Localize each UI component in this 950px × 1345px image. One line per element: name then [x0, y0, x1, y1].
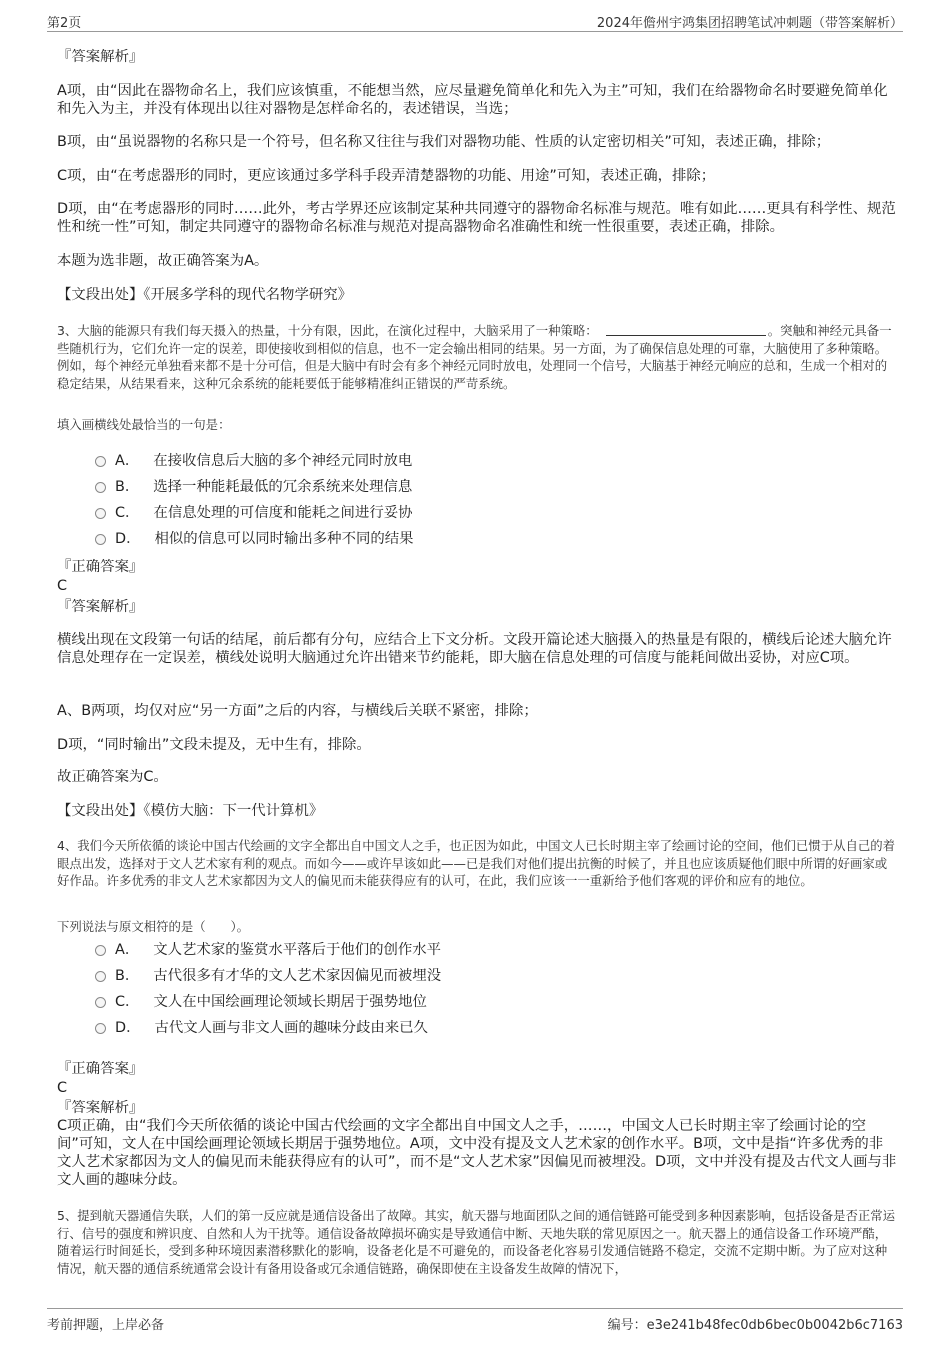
- radio-icon[interactable]: [95, 534, 106, 545]
- q3-answer: C: [57, 578, 68, 594]
- q4-option-c[interactable]: C． 文人在中国绘画理论领域长期居于强势地位: [95, 993, 427, 1011]
- footer-code: 编号：e3e241b48fec0db6bec0b0042b6c7163: [607, 1318, 903, 1333]
- page-header: [47, 10, 903, 32]
- q4-stem: 4、我们今天所依循的谈论中国古代绘画的文字全都出自中国文人之手，也正因为如此，中国文人已长时期主宰了绘画讨论的空间，他们已惯于从自己的着眼点出发，选择对于文人艺术家有利的观点。而如今——或许早该如此——已是我们对他们提出抗衡的时候了，并且也应该质疑他们眼中所谓的好画家或好作品。许多优秀的非文人艺术家都因为文人的偏见而未能获得应有的认可，在此，我们应该一一重新给予他们客观的评价和应有的地位。: [57, 838, 896, 888]
- q4-prompt: 下列说法与原文相符的是（ ）。: [57, 919, 250, 934]
- radio-icon[interactable]: [95, 945, 106, 956]
- radio-icon[interactable]: [95, 456, 106, 467]
- q4-answer-label: 『正确答案』: [57, 1061, 144, 1077]
- document-title: 2024年儋州宇鸿集团招聘笔试冲刺题（带答案解析）: [596, 16, 903, 31]
- q3-source: 【文段出处】《模仿大脑：下一代计算机》: [57, 803, 324, 819]
- q2-analysis-b: B项，由“虽说器物的名称只是一个符号，但名称又往往与我们对器物功能、性质的认定密切相关”可知，表述正确，排除；: [57, 134, 831, 150]
- q3-analysis-1: 横线出现在文段第一句话的结尾，前后都有分句，应结合上下文分析。文段开篇论述大脑摄入的热量是有限的，横线后论述大脑允许信息处理存在一定误差，横线处说明大脑通过允许出错来节约能耗，即大脑在信息处理的可信度与能耗间做出妥协，对应C项。: [57, 632, 892, 666]
- q3-conclusion: 故正确答案为C。: [57, 769, 168, 785]
- footer-slogan: 考前押题，上岸必备: [47, 1318, 165, 1333]
- q3-option-b[interactable]: B． 选择一种能耗最低的冗余系统来处理信息: [95, 478, 412, 496]
- q2-analysis-label: 『答案解析』: [57, 49, 144, 65]
- q2-source: 【文段出处】《开展多学科的现代名物学研究》: [57, 287, 353, 303]
- q3-option-a[interactable]: A． 在接收信息后大脑的多个神经元同时放电: [95, 452, 412, 470]
- page-footer: [47, 1308, 903, 1332]
- q3-option-d[interactable]: D． 相似的信息可以同时输出多种不同的结果: [95, 530, 414, 548]
- q2-analysis-a: A项，由“因此在器物命名上，我们应该慎重，不能想当然，应尽量避免简单化和先入为主”可知，我们在给器物命名时要避免简单化和先入为主，并没有体现出以往对器物是怎样命名的，表述错误，当选；: [57, 83, 888, 117]
- q3-analysis-label: 『答案解析』: [57, 599, 144, 615]
- radio-icon[interactable]: [95, 482, 106, 493]
- q4-analysis-label: 『答案解析』: [57, 1100, 144, 1116]
- q4-answer: C: [57, 1080, 68, 1096]
- q4-option-b[interactable]: B． 古代很多有才华的文人艺术家因偏见而被埋没: [95, 967, 441, 985]
- radio-icon[interactable]: [95, 997, 106, 1008]
- q3-prompt: 填入画横线处最恰当的一句是：: [57, 417, 231, 432]
- q4-analysis: C项正确，由“我们今天所依循的谈论中国古代绘画的文字全都出自中国文人之手，……，中国文人已长时期主宰了绘画讨论的空间”可知，文人在中国绘画理论领域长期居于强势地位。A项，文中没有提及文人艺术家的创作水平。B项，文中是指“许多优秀的非文人艺术家都因为文人的偏见而未能获得应有的认可”，而不是“文人艺术家”因偏见而被埋没。D项，文中并没有提及古代文人画与非文人画的趣味分歧。: [57, 1118, 897, 1188]
- answer-blank: [606, 324, 766, 336]
- q3-stem-before: 3、大脑的能源只有我们每天摄入的热量，十分有限，因此，在演化过程中，大脑采用了一种策略：: [57, 323, 598, 338]
- q5-stem: 5、提到航天器通信失联，人们的第一反应就是通信设备出了故障。其实，航天器与地面团队之间的通信链路可能受到多种因素影响，包括设备是否正常运行、信号的强度和辨识度、自然和人为干扰等。通信设备故障损坏确实是导致通信中断、天地失联的常见原因之一。航天器上的通信设备工作环境严酷，随着运行时间延长，受到多种环境因素潜移默化的影响，设备老化是不可避免的，而设备老化容易引发通信链路不稳定，交流不定期中断。为了应对这种情况，航天器的通信系统通常会设计有备用设备或冗余通信链路，确保即使在主设备发生故障的情况下，: [57, 1208, 896, 1276]
- q3-analysis-3: D项，“同时输出”文段未提及，无中生有，排除。: [57, 737, 371, 753]
- q3-stem-after: 。突触和神经元具备一些随机行为，它们允许一定的误差，即使接收到相似的信息，也不一定会输出相同的结果。另一方面，为了确保信息处理的可靠，大脑使用了多种策略。例如，每个神经元单独看来都不是十分可信，但是大脑中有时会有多个神经元同时放电，处理同一个信号，大脑基于神经元响应的总和，生成一个相对的稳定结果，从结果看来，这种冗余系统的能耗要低于能够精准纠正错误的严苛系统。: [57, 323, 892, 391]
- radio-icon[interactable]: [95, 1023, 106, 1034]
- q4-option-a[interactable]: A． 文人艺术家的鉴赏水平落后于他们的创作水平: [95, 941, 441, 959]
- q2-conclusion: 本题为选非题，故正确答案为A。: [57, 253, 269, 269]
- q3-stem: [57, 322, 897, 392]
- q2-analysis-d: D项，由“在考虑器形的同时……此外，考古学界还应该制定某种共同遵守的器物命名标准与规范。唯有如此……更具有科学性、规范性和统一性”可知，制定共同遵守的器物命名标准与规范对提高器物命名准确性和统一性很重要，表述正确，排除。: [57, 201, 896, 235]
- q3-option-c[interactable]: C． 在信息处理的可信度和能耗之间进行妥协: [95, 504, 413, 522]
- q4-option-d[interactable]: D． 古代文人画与非文人画的趣味分歧由来已久: [95, 1019, 428, 1037]
- q3-answer-label: 『正确答案』: [57, 559, 144, 575]
- page-number: 第2页: [47, 16, 82, 31]
- q2-analysis-c: C项，由“在考虑器形的同时，更应该通过多学科手段弄清楚器物的功能、用途”可知，表述正确，排除；: [57, 168, 716, 184]
- radio-icon[interactable]: [95, 508, 106, 519]
- q3-analysis-2: A、B两项，均仅对应“另一方面”之后的内容，与横线后关联不紧密，排除；: [57, 703, 538, 719]
- radio-icon[interactable]: [95, 971, 106, 982]
